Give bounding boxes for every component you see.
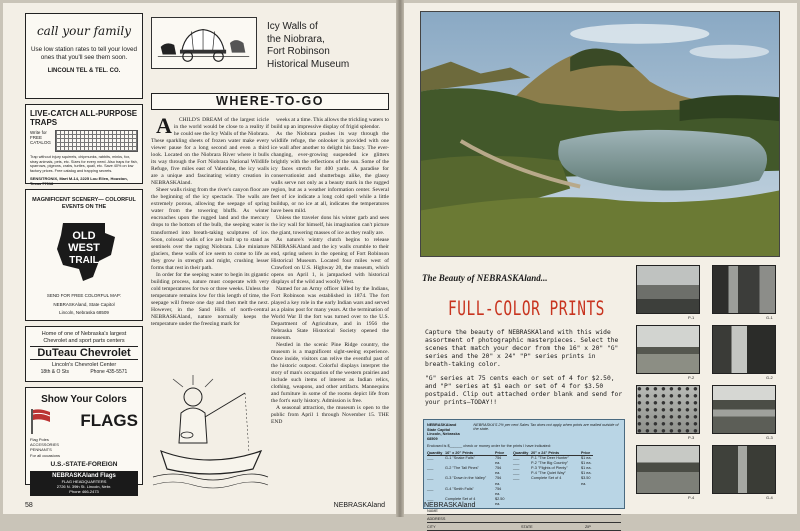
thumbnail-p1 xyxy=(636,265,700,314)
order-address-label: ADDRESS xyxy=(427,517,446,522)
ad-traps-fine: Trap without injury squirrels, chipmunks, rabbits, minks, fox, stray animals, pets, etc. Sizes for every need. Also traps for fish, sparrows, pigeons, crabs, turtles, quail, etc. Save 40% on low factory prices. Free catalog and trapping secrets. xyxy=(30,155,138,174)
order-enclosed[interactable]: Enclosed is $______ check or money order for the prints I have indicated: xyxy=(427,443,551,448)
order-item: G-3 "Down in the Valley" xyxy=(445,476,487,481)
ad-duteau-top: Home of one of Nebraska's largest Chevrolet and sport parts centers xyxy=(41,331,127,344)
ad-flags-address: 2726 N. 39th St. Lincoln, Nebr. xyxy=(56,483,112,489)
ad-duteau-chevrolet xyxy=(25,326,143,382)
ad-duteau-street: 18th & O Sts xyxy=(40,369,70,376)
order-price: $1 ea. xyxy=(581,471,592,476)
order-item: P-1 "The Deer Hunter" xyxy=(531,455,569,460)
order-item: G-4 "Smith Falls" xyxy=(445,486,474,491)
ad-flags-word: FLAGS xyxy=(80,411,138,430)
order-col-header: Quantity xyxy=(427,450,443,455)
ad-flags-phone: Phone 466-2473 xyxy=(69,488,99,494)
thumbnail-p2 xyxy=(636,325,700,374)
ad-call-company: LINCOLN TEL & TEL. CO. xyxy=(47,68,121,75)
order-city-field[interactable] xyxy=(427,525,621,531)
magazine-name: NEBRASKAland xyxy=(333,502,385,509)
ad-traps-headline: LIVE-CATCH ALL-PURPOSE TRAPS xyxy=(30,109,138,127)
order-tax-note: NEBRASKA'S 2½ per cent Sales Tax does not apply when prints are mailed outside of the state. xyxy=(473,423,619,431)
order-price: $1 ea. xyxy=(581,466,592,471)
ad-duteau-name: DuTeau Chevrolet xyxy=(30,346,138,360)
order-col-header: 16" x 20" Prints xyxy=(445,450,474,455)
order-name-field[interactable] xyxy=(427,509,621,515)
order-price: 75¢ ea. xyxy=(495,466,502,476)
thumbnail-g2 xyxy=(712,325,776,374)
ad-flags-items xyxy=(30,437,138,458)
article-paragraph: Named for an Army officer killed by the Indians, Fort Robinson was established in 1874. The fort played a key role in the early Indian wars and served as a plains post for many years. At the termination of World War II the fort was turned over to the U.S. Department of Agriculture, and in 1956 the Nebraska State Historical Society opened the museum. xyxy=(271,285,389,341)
flag-icon xyxy=(30,408,52,434)
promo-text xyxy=(425,329,625,413)
ad-call-headline: call your family xyxy=(36,24,132,38)
order-item: G-2 "The Tall Pines" xyxy=(445,466,479,471)
ad-flags-item: ACCESSORIES xyxy=(30,442,59,448)
old-west-trail-logo xyxy=(49,215,119,285)
order-row[interactable]: ___ P-3 "Flights of Plenty" $1 ea. xyxy=(513,466,592,471)
thumbnail-label: P-1 xyxy=(688,315,695,320)
ad-flags-us: U.S.-STATE-FOREIGN xyxy=(50,460,118,468)
thumbnail-label: P-3 xyxy=(688,435,695,440)
order-address xyxy=(427,423,467,442)
thumbnail-p3 xyxy=(636,385,700,434)
order-row[interactable]: ___ P-4 "The Quiet Way" $1 ea. xyxy=(513,471,592,476)
order-item: Complete Set of 4 xyxy=(531,476,562,481)
ad-traps-address: SENSITRONIX, Mart M-14, 2225 Lou Ellen, Houston, Texas 77018 xyxy=(30,175,128,186)
order-city-label: CITY xyxy=(427,525,436,530)
ad-call-body: Use low station rates to tell your loved ones that you'll see them soon. xyxy=(30,46,138,62)
article-column-1 xyxy=(151,113,269,362)
thumbnail-g4 xyxy=(712,445,776,494)
oldwest-logo-line3: TRAIL xyxy=(69,254,99,266)
order-price: 75¢ ea. xyxy=(495,486,502,496)
order-address-line: Lincoln, Nebraska 68509 xyxy=(427,432,460,442)
order-address-field[interactable] xyxy=(427,517,621,523)
order-price: $3.50 ea. xyxy=(581,476,591,486)
ad-call-your-family xyxy=(25,13,143,99)
order-item: G-1 "Snake Falls" xyxy=(445,455,475,460)
order-price: 75¢ ea. xyxy=(495,476,502,486)
order-row[interactable]: ___ Complete Set of 4 $2.50 ea. xyxy=(427,497,507,507)
ad-flags-hq: FLAG HEADQUARTERS xyxy=(61,478,107,484)
order-p-series xyxy=(513,451,593,507)
order-col-header: Price xyxy=(581,450,591,455)
thumbnail-g1 xyxy=(712,265,776,314)
right-footer: NEBRASKAland xyxy=(424,502,476,509)
article-paragraph: In order for the seeping water to begin its gigantic building process, nature must cooperate with very cold temperatures for two or three weeks. Unless the temperature remains low for this length of time, the seepage will freeze one day and then melt the next. However, in the Sand Hills of north-central NEBRASKAland, nature normally keeps the temperature under the freezing mark for xyxy=(151,271,269,327)
ad-flags-item: Flag Poles xyxy=(30,437,49,442)
order-row[interactable]: ___ G-4 "Smith Falls" 75¢ ea. xyxy=(427,487,507,497)
order-zip-label: ZIP xyxy=(585,525,591,530)
thumbnail-p4 xyxy=(636,445,700,494)
thumbnail-label: G-2 xyxy=(766,375,773,380)
drop-cap: A xyxy=(156,113,172,138)
ad-oldwest-send: SEND FOR FREE COLORFUL MAP: xyxy=(46,292,122,298)
fishing-cartoon-illustration xyxy=(153,373,268,493)
article-paragraph: weeks at a time. This allows the trickling waters to build up an impressive display of frigid splendor. xyxy=(271,117,389,131)
ad-flags-item: For all occasions xyxy=(30,452,61,458)
ad-flags xyxy=(25,387,143,494)
ad-traps xyxy=(25,104,143,184)
right-page xyxy=(404,3,797,530)
article-title xyxy=(267,21,349,85)
article-paragraph: CHILD'S DREAM of the largest icicle in the world would be close to a reality if he could see the Icy Walls of the Niobrara. These sparkling sheets of frozen water make every viewer pause for a long second and even a third look. Located on the Niobrara River where it bulls its way through the Fort Niobrara National Wildlife Refuge, five miles east of Valentine, the icy walls are a unique and fascinating wintry creation in NEBRASKAland. xyxy=(151,117,269,187)
order-state-label: STATE xyxy=(521,525,533,530)
thumbnail-g3 xyxy=(712,385,776,434)
order-form xyxy=(423,419,625,530)
article-title-line: the Niobrara, xyxy=(267,33,325,45)
article-title-line: Fort Robinson xyxy=(267,46,330,57)
order-col-header: Quantity xyxy=(513,450,529,455)
page-number: 58 xyxy=(25,502,33,509)
order-row[interactable]: ___ Complete Set of 4 $3.50 ea. xyxy=(513,476,593,486)
promo-paragraph: "G" series at 75 cents each or set of 4 for $2.50, and "P" series at $1 each or set of 4 for $3.50 postpaid. Clip out attached order blank and send for your prints—TODAY!! xyxy=(425,375,623,407)
order-address-line: State Capitol xyxy=(427,427,451,432)
covered-wagon-illustration xyxy=(151,17,257,69)
order-item: Complete Set of 4 xyxy=(445,496,476,501)
section-heading: WHERE-TO-GO xyxy=(151,93,389,110)
oldwest-logo-line2: WEST xyxy=(68,241,100,254)
order-item: P-3 "Flights of Plenty" xyxy=(531,466,568,471)
ads-column xyxy=(25,13,143,494)
order-g-series xyxy=(427,451,507,507)
ad-old-west-trail xyxy=(25,189,143,321)
article-header xyxy=(151,17,389,85)
ad-duteau-sub: Lincoln's Chevrolet Center xyxy=(51,362,117,369)
thumbnail-label: G-4 xyxy=(766,495,773,500)
ad-oldwest-address2: Lincoln, Nebraska 68509 xyxy=(59,310,109,316)
thumbnail-label: P-4 xyxy=(688,495,695,500)
article-paragraph: Sheer walls rising from the river's canyon floor are the beginning of the icy spectacle. The walls are extremely porous, allowing the seepage of spring water from the towering bluffs. As winter encroaches upon the rugged land and the mercury drops to the bottom of the bulb, the seeping water is transformed into breath-taking sculptures of ice. Soon, colossal walls of ice are built up to stand as sentinels over the raging Niobrara. Like miniature glaciers, these walls of ice seem to come to life as they grow in strength and might, crushing lesser forms that rest in their path. xyxy=(151,187,269,271)
order-price: 75¢ ea. xyxy=(495,455,502,466)
order-item: P-4 "The Quiet Way" xyxy=(531,471,566,476)
ad-flags-corp-name: NEBRASKAland Flags xyxy=(52,472,116,479)
order-row[interactable]: ___ G-1 "Snake Falls" 75¢ ea. xyxy=(427,456,507,466)
ad-duteau-phone: Phone 435-5571 xyxy=(90,369,128,376)
landscape-photo xyxy=(420,11,780,257)
promo-paragraph: Capture the beauty of NEBRASKAland with this wide assortment of photographic masterpieces. Select the scenes that match your decor from the 16" x 20" "G" series and the 20" x 24" "P" series prints in breath-taking color. xyxy=(425,329,619,369)
article-column-2 xyxy=(271,117,389,502)
order-row[interactable]: ___ G-3 "Down in the Valley" 75¢ ea. xyxy=(427,476,507,486)
trap-illustration xyxy=(55,130,138,152)
left-footer xyxy=(25,502,385,509)
ad-oldwest-address1: NEBRASKAland, State Capitol xyxy=(53,301,115,307)
order-item: P-2 "The Big Country" xyxy=(531,461,569,466)
order-price: $1 ea. xyxy=(581,461,592,466)
ad-oldwest-tagline: MAGNIFICENT SCENERY— COLORFUL EVENTS ON THE xyxy=(32,197,136,210)
article-paragraph: Unless the traveler dons his winter garb and sees the icy wall for himself, his imagination can't picture the giant, towering masses of ice as they really are. xyxy=(271,215,389,236)
beauty-heading: The Beauty of NEBRASKAland... xyxy=(422,273,548,283)
thumbnail-label: G-3 xyxy=(766,435,773,440)
page-gutter xyxy=(396,0,404,517)
left-page xyxy=(3,3,396,514)
thumbnail-label: G-1 xyxy=(766,315,773,320)
order-table xyxy=(427,451,621,507)
thumbnail-label: P-2 xyxy=(688,375,695,380)
order-col-header: Price xyxy=(495,450,505,455)
article-title-line: Historical Museum xyxy=(267,58,350,70)
order-row[interactable]: ___ G-2 "The Tall Pines" 75¢ ea. xyxy=(427,466,507,476)
order-address-line: NEBRASKAland xyxy=(427,423,457,427)
ad-flags-corp xyxy=(30,471,138,496)
order-row[interactable]: ___ P-1 "The Deer Hunter" $1 ea. xyxy=(513,455,592,460)
article-paragraph: A seasonal attraction, the museum is open to the public from April 1 through November 15. THE END xyxy=(271,405,389,426)
order-row[interactable]: ___ P-2 "The Big Country" $1 ea. xyxy=(513,461,592,466)
article-paragraph: As nature's wintry clutch begins to release NEBRASKAland and the icy walls crumble to their end, spring ushers in the opening of Fort Robinson Historical Museum. Located four miles west of Crawford on U.S. Highway 20, the museum, which opens on April 1, is jampacked with historical displays of the wild and woolly West. xyxy=(271,236,389,285)
full-color-prints-headline: FULL-COLOR PRINTS xyxy=(448,299,605,321)
oldwest-logo-line1: OLD xyxy=(72,229,96,242)
ad-flags-item: PENNANTS xyxy=(30,447,52,453)
order-col-header: 20" x 24" Prints xyxy=(531,450,560,455)
order-price: $2.50 ea. xyxy=(495,496,505,507)
order-price: $1 ea. xyxy=(581,455,592,460)
article-paragraph: Nestled in the scenic Pine Ridge country, the museum is a magnificent sight-seeing experience. Once inside, visitors can relive the eventful past of the historic outpost. Colorful displays interpret the story of man's occupation of the western prairies and include such items of interest as Indian relics, clothing, weapons, and other artifacts. Mannequins and furniture in some of the rooms depict life from the fort's early history. Admission is free. xyxy=(271,342,389,405)
article-title-line: Icy Walls of xyxy=(267,21,318,32)
order-name-label: NAME xyxy=(427,509,438,514)
article-paragraph: As the Niobrara pushes its way through the wildlife refuge, the onlooker is provided with one ice wall after another to delight his fancy. The ever-changing, ever-growing suspended ice glitters brightly with the reflections of the sun. Some of the icy faces stretch for 400 yards. A paradise for conservationist and shutterbugs alike, the glassy walls serve not only as a beauty mark in the rugged region, but as a weather information center. Several feet of ice indicate a long cold spell while a little buildup, or no ice at all, indicates the temperatures have been mild. xyxy=(271,131,389,215)
ad-traps-catalog: Write for FREE CATALOG xyxy=(30,130,51,145)
ad-flags-show: Show Your Colors xyxy=(41,394,127,405)
